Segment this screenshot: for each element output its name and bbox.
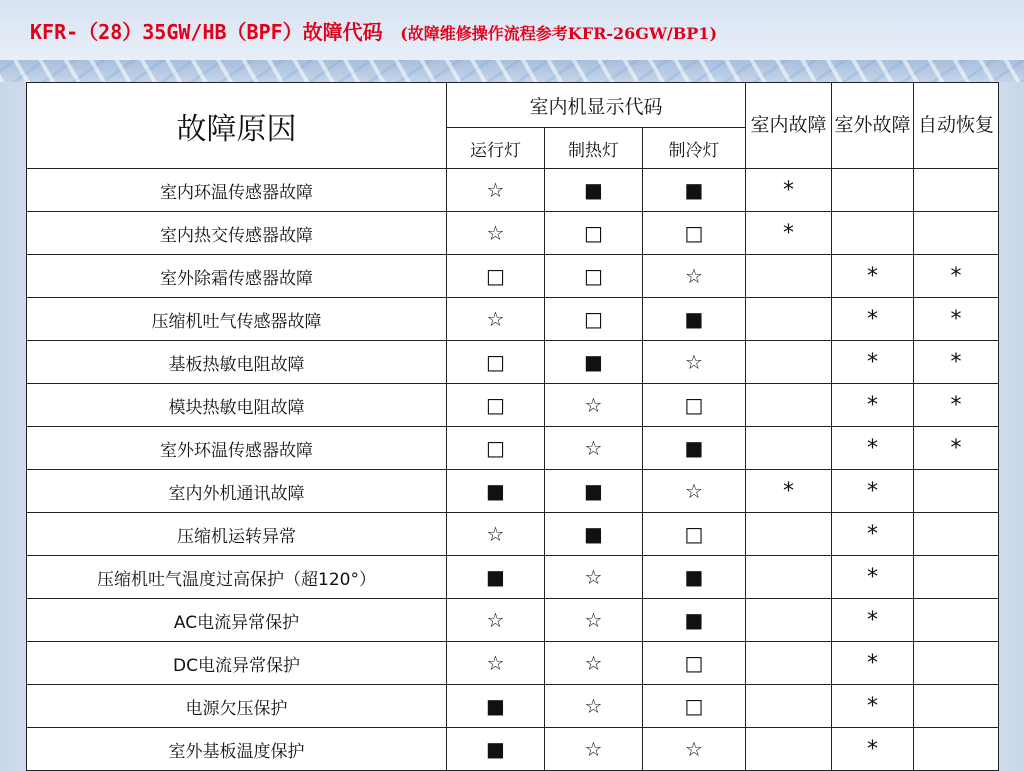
run-light-cell: ■	[447, 556, 545, 599]
table-row	[27, 642, 999, 685]
header-display-code: 室内机显示代码	[447, 83, 746, 128]
cause-cell: 室内环温传感器故障	[27, 169, 447, 212]
indoor-fault-cell	[746, 298, 832, 341]
cool-light-cell: ■	[643, 599, 746, 642]
heat-light-cell: ☆	[545, 427, 643, 470]
cool-light-cell: □	[643, 642, 746, 685]
header-indoor-fault: 室内故障	[746, 83, 832, 169]
auto-recover-cell	[914, 642, 999, 685]
heat-light-cell: □	[545, 212, 643, 255]
heat-light-cell: ■	[545, 341, 643, 384]
cause-cell: 电源欠压保护	[27, 685, 447, 728]
heat-light-cell: ■	[545, 169, 643, 212]
indoor-fault-cell	[746, 255, 832, 298]
cool-light-cell: ☆	[643, 728, 746, 771]
indoor-fault-cell	[746, 642, 832, 685]
cause-cell: AC电流异常保护	[27, 599, 447, 642]
title-main: KFR-（28）35GW/HB（BPF）故障代码	[30, 20, 383, 44]
outdoor-fault-cell: *	[832, 341, 914, 384]
heat-light-cell: □	[545, 255, 643, 298]
auto-recover-cell	[914, 212, 999, 255]
indoor-fault-cell	[746, 341, 832, 384]
table-row	[27, 341, 999, 384]
indoor-fault-cell	[746, 728, 832, 771]
header-cool-light: 制冷灯	[643, 128, 746, 169]
outdoor-fault-cell: *	[832, 685, 914, 728]
header-run-light: 运行灯	[447, 128, 545, 169]
heat-light-cell: ■	[545, 513, 643, 556]
table-row	[27, 384, 999, 427]
table-row	[27, 470, 999, 513]
header-auto-recover: 自动恢复	[914, 83, 999, 169]
outdoor-fault-cell: *	[832, 513, 914, 556]
cool-light-cell: □	[643, 212, 746, 255]
outdoor-fault-cell: *	[832, 728, 914, 771]
fault-code-table	[26, 82, 999, 771]
table-row	[27, 298, 999, 341]
outdoor-fault-cell: *	[832, 298, 914, 341]
auto-recover-cell	[914, 599, 999, 642]
indoor-fault-cell: *	[746, 212, 832, 255]
header-outdoor-fault: 室外故障	[832, 83, 914, 169]
outdoor-fault-cell	[832, 212, 914, 255]
cause-cell: 室外基板温度保护	[27, 728, 447, 771]
heat-light-cell: ☆	[545, 728, 643, 771]
cool-light-cell: □	[643, 384, 746, 427]
auto-recover-cell: *	[914, 384, 999, 427]
run-light-cell: ☆	[447, 599, 545, 642]
cool-light-cell: ■	[643, 427, 746, 470]
cause-cell: 压缩机吐气温度过高保护（超120°）	[27, 556, 447, 599]
cool-light-cell: ■	[643, 169, 746, 212]
indoor-fault-cell	[746, 599, 832, 642]
run-light-cell: ☆	[447, 169, 545, 212]
outdoor-fault-cell: *	[832, 599, 914, 642]
decorative-band	[0, 60, 1024, 82]
heat-light-cell: □	[545, 298, 643, 341]
cause-cell: 室内热交传感器故障	[27, 212, 447, 255]
outdoor-fault-cell: *	[832, 556, 914, 599]
auto-recover-cell: *	[914, 255, 999, 298]
run-light-cell: ☆	[447, 513, 545, 556]
heat-light-cell: ☆	[545, 384, 643, 427]
auto-recover-cell	[914, 685, 999, 728]
indoor-fault-cell: *	[746, 169, 832, 212]
outdoor-fault-cell: *	[832, 427, 914, 470]
outdoor-fault-cell: *	[832, 470, 914, 513]
run-light-cell: □	[447, 427, 545, 470]
table-row	[27, 169, 999, 212]
auto-recover-cell	[914, 470, 999, 513]
heat-light-cell: ☆	[545, 685, 643, 728]
cause-cell: 基板热敏电阻故障	[27, 341, 447, 384]
run-light-cell: □	[447, 255, 545, 298]
table-row	[27, 599, 999, 642]
table-row	[27, 513, 999, 556]
table-row	[27, 255, 999, 298]
auto-recover-cell	[914, 169, 999, 212]
cause-cell: DC电流异常保护	[27, 642, 447, 685]
outdoor-fault-cell	[832, 169, 914, 212]
outdoor-fault-cell: *	[832, 255, 914, 298]
table-row	[27, 685, 999, 728]
outdoor-fault-cell: *	[832, 384, 914, 427]
run-light-cell: ■	[447, 470, 545, 513]
cool-light-cell: ☆	[643, 255, 746, 298]
cool-light-cell: □	[643, 685, 746, 728]
cause-cell: 压缩机吐气传感器故障	[27, 298, 447, 341]
cool-light-cell: ☆	[643, 470, 746, 513]
run-light-cell: ■	[447, 685, 545, 728]
run-light-cell: □	[447, 384, 545, 427]
cause-cell: 室外除霜传感器故障	[27, 255, 447, 298]
cool-light-cell: ■	[643, 298, 746, 341]
auto-recover-cell: *	[914, 298, 999, 341]
table-row	[27, 556, 999, 599]
run-light-cell: □	[447, 341, 545, 384]
table-row	[27, 427, 999, 470]
indoor-fault-cell	[746, 427, 832, 470]
indoor-fault-cell	[746, 384, 832, 427]
cool-light-cell: □	[643, 513, 746, 556]
heat-light-cell: ☆	[545, 642, 643, 685]
cool-light-cell: ☆	[643, 341, 746, 384]
auto-recover-cell	[914, 513, 999, 556]
indoor-fault-cell	[746, 556, 832, 599]
cause-cell: 室内外机通讯故障	[27, 470, 447, 513]
table-row	[27, 728, 999, 771]
cause-cell: 室外环温传感器故障	[27, 427, 447, 470]
cause-cell: 模块热敏电阻故障	[27, 384, 447, 427]
indoor-fault-cell	[746, 685, 832, 728]
run-light-cell: ■	[447, 728, 545, 771]
header-cause: 故障原因	[27, 83, 447, 169]
indoor-fault-cell	[746, 513, 832, 556]
auto-recover-cell	[914, 728, 999, 771]
indoor-fault-cell: *	[746, 470, 832, 513]
auto-recover-cell	[914, 556, 999, 599]
table-row	[27, 212, 999, 255]
run-light-cell: ☆	[447, 298, 545, 341]
outdoor-fault-cell: *	[832, 642, 914, 685]
run-light-cell: ☆	[447, 212, 545, 255]
heat-light-cell: ☆	[545, 599, 643, 642]
heat-light-cell: ■	[545, 470, 643, 513]
header-heat-light: 制热灯	[545, 128, 643, 169]
run-light-cell: ☆	[447, 642, 545, 685]
heat-light-cell: ☆	[545, 556, 643, 599]
cool-light-cell: ■	[643, 556, 746, 599]
slide-title	[30, 16, 717, 45]
auto-recover-cell: *	[914, 341, 999, 384]
title-sub: (故障维修操作流程参考KFR-26GW/BP1)	[400, 24, 718, 43]
cause-cell: 压缩机运转异常	[27, 513, 447, 556]
auto-recover-cell: *	[914, 427, 999, 470]
